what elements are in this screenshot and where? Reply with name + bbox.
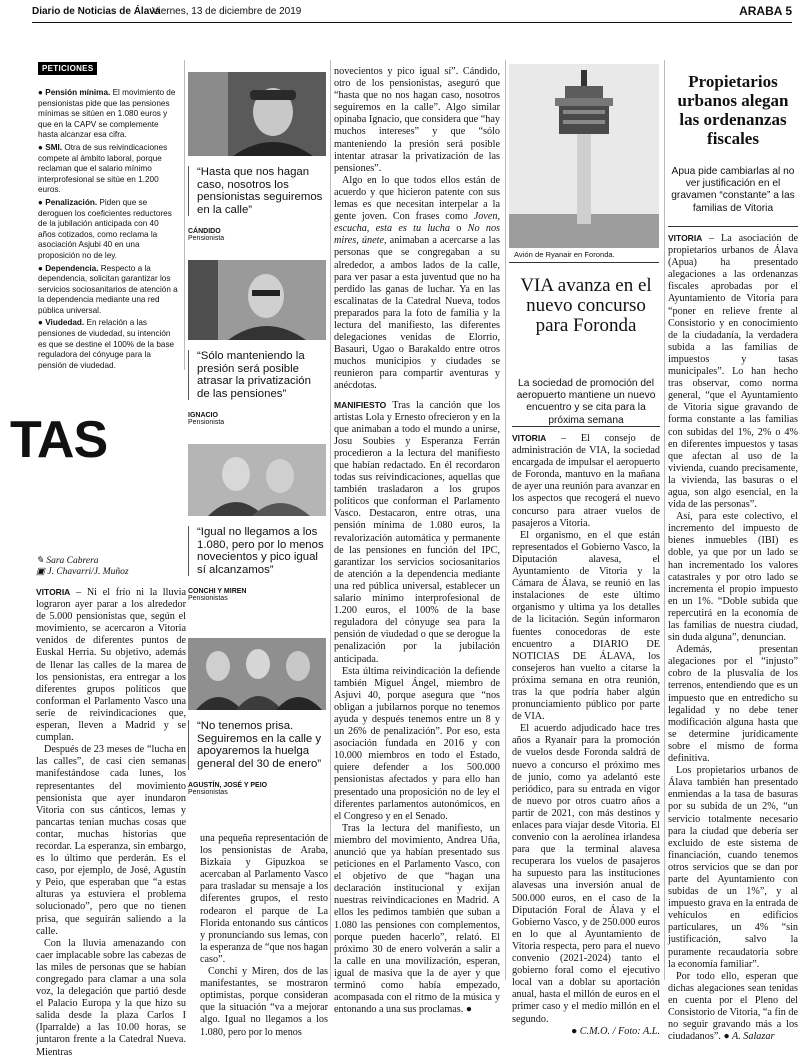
quote-text: “Igual no llegamos a los 1.080, pero por lo menos novecientos y pico igual sí alcanzamos” — [188, 526, 326, 576]
peticion-title: SMI. — [45, 142, 63, 152]
quote-role: Pensionista — [188, 419, 225, 427]
paragraph: El organismo, en el que están representados el Gobierno Vasco, la Diputación alavesa, el Ayuntamiento de Vitoria y la Cámara de Álava, se reunió en las instalaciones de este último organismo y ultima ya los detalles de la licitación. Según informaron fuentes conocedoras de este encuentro a DIARIO DE NOTICIAS DE ÁLAVA, los consejeros han vuelto a citarse la próxima semana en otra reunión, tras la que podría haber algún pronunciamiento público por parte de VIA. — [512, 529, 660, 723]
headline-fragment: TAS — [10, 411, 108, 469]
paragraph-text: Tras la canción que los artistas Lola y Ernesto ofrecieron y en la que animaban a todo el mundo a unirse, Josu Soubies y Esperanza Ferrán procedieron a la lectura del manifiesto que habían redactado. En él recordaron todas sus reivindicaciones, aquellas que también trasladaron a los grupos políticos que conforman el Parlamento Vasco. Destacaron, entre otras, una pensión mínima de 1.080 euros, la revalorización automática y permanente de las pensiones en función del IPC, garantizar los servicios sociosanitarios de atención a la dependencia mediante una red pública universal, establecer un salario mínimo interprofesional de 1.200 euros, el 100% de la base reguladora del cónyuge sea para la pensión de viudedad o que se derogue la penalización por la jubilación anticipada. — [334, 399, 500, 665]
paragraph: novecientos y pico igual sí”. Cándido, otro de los pensionistas, aseguró que “hasta que no nos hagan caso, nosotros seguiremos en la calle”. Algo similar opinaba Ignacio, que considera que “hay muchos intereses” y que “sólo manteniendo la presión será posible intentar atrasar la privatización de las pensiones”. — [334, 66, 500, 174]
signoff: ● A. Salazar — [723, 1031, 775, 1043]
headline-rule — [512, 426, 660, 427]
quote-block — [188, 444, 326, 602]
peticion-title: Penalización. — [45, 197, 98, 207]
issue-date: Viernes, 13 de diciembre de 2019 — [152, 6, 302, 17]
peticion-title: Dependencia. — [45, 263, 99, 273]
column-divider — [664, 60, 665, 980]
portrait-photo — [188, 260, 326, 340]
column-divider — [505, 60, 506, 980]
lead-city: VITORIA — [668, 233, 703, 243]
peticiones-tag: PETICIONES — [38, 62, 97, 75]
lead-city: VITORIA — [36, 587, 71, 597]
peticion-item: ● SMI. Otra de sus reivindicaciones compete al ámbito laboral, porque reclaman que el salario mínimo interprofesional se sitúe en 1.200 euros. — [38, 142, 168, 195]
peticiones-box — [38, 58, 178, 368]
paragraph: Conchi y Miren, dos de las manifestantes, se mostraron optimistas, porque consideran que la situación “va a mejorar algo. Igual no llegamos a los 1.080, pero por lo menos — [200, 966, 328, 1038]
author-name: Sara Cabrera — [46, 556, 99, 566]
paragraph — [668, 971, 798, 1044]
quote-role: Pensionistas — [188, 595, 228, 603]
quote-name: AGUSTÍN, JOSÉ Y PEIO — [188, 782, 268, 790]
peticion-text: Otra de sus reivindicaciones compete al ámbito laboral, porque reclaman que el salario mínimo interprofesional se sitúe en 1.200 euros. — [38, 142, 168, 195]
byline — [36, 556, 129, 578]
article-headline: VIA avanza en el nuevo concurso para Foronda — [520, 275, 652, 336]
section-lead: MANIFIESTO — [334, 399, 387, 410]
slogan: Joven, escucha, esta es tu lucha — [334, 211, 500, 235]
peticion-item: ● Penalización. Piden que se deroguen los coeficientes reductores de la jubilación anticipada con 40 años cotizados, como reclama la asociación Asjubi 40 en una proposición no de ley. — [38, 197, 172, 260]
portrait-photo — [188, 444, 326, 516]
peticion-title: Viudedad. — [45, 318, 85, 328]
quote-block — [188, 638, 326, 796]
lead-city: VITORIA — [512, 433, 547, 443]
photo-caption: Avión de Ryanair en Foronda. — [514, 250, 615, 259]
paragraph-text: Ni el frío ni la lluvia lograron ayer parar a los alrededor de 5.000 pensionistas que, según el movimiento, se acercaron a Vitoria venidos de diferentes puntos de Euskal Herria. Su objetivo, además de llenar las calles de la marea de los pensionistas, era entregar a los diferentes grupos políticos que conforman el Parlamento Vasco una serie de reivindicaciones que, esperan, lleven a Madrid y se cumplan. — [36, 587, 186, 744]
paragraph: VITORIA – El consejo de administración de VIA, la sociedad encargada de impulsar el aeropuerto de Foronda, mantuvo en la mañana de ayer una reunión para avanzar en los aspectos que recogerá el nuevo concurso para atraer vuelos de pasajeros a Vitoria. — [512, 433, 660, 529]
quote-block — [188, 260, 326, 426]
paragraph — [334, 175, 500, 393]
peticion-item: ● Pensión mínima. El movimiento de pensionistas pide que las pensiones mínimas se sitúen en 1.080 euros y que en la CAPV se complemente hasta alcanzar esa cifra. — [38, 88, 176, 140]
page-label: ARABA 5 — [739, 4, 792, 18]
article-column-5 — [668, 232, 798, 1043]
headline-rule — [668, 226, 798, 227]
portrait-photo — [188, 638, 326, 710]
quote-role: Pensionistas — [188, 789, 228, 797]
article-column-1 — [36, 586, 186, 1059]
peticion-text: El movimiento de pensionistas pide que las pensiones mínimas se sitúen en 1.080 euros y que en la CAPV se complemente hasta alcanzar esa cifra. — [38, 88, 176, 140]
column-divider — [184, 60, 185, 370]
paragraph-text: o — [456, 223, 462, 235]
paragraph-text: La asociación de propietarios urbanos de Álava (Apua) ha presentado alegaciones a las ordenanzas fiscales aprobadas por el Ayuntamiento de Vitoria para “poner en relieve frente al Consistorio y en conocimiento de la ciudadanía, la verdadera subida a las familias de impuestos y tasas municipales”. Lo han hecho tras observar, como norma general, “que el Ayuntamiento de Vitoria sigue gravando de forma constante a las familias con subidas del 1%, 2% o 4% en diferentes impuestos y tasas que afectan al uso de la vivienda, cuando precisamente, la vivienda, las basuras o el agua, son algo esencial, en la vida de las personas”. — [668, 233, 798, 511]
camera-icon: ▣ — [36, 567, 45, 577]
paragraph: VITORIA – La asociación de propietarios urbanos de Álava (Apua) ha presentado alegaciones a las ordenanzas fiscales aprobadas por el Ayuntamiento de Vitoria para “poner en relieve frente al Consistorio y en conocimiento de la ciudadanía, la verdadera subida a las familias de impuestos y tasas municipales”. Lo han hecho tras observar, como norma general, “que el Ayuntamiento de Vitoria sigue gravando de forma constante a las familias con subidas del 1%, 2% o 4% en diferentes impuestos y tasas que afectan al uso de la vivienda, cuando precisamente, la vivienda, las basuras o el agua, son algo esencial, en la vida de las personas”. — [668, 233, 798, 511]
paragraph-text: El consejo de administración de VIA, la sociedad encargada de impulsar el aeropuerto de Foronda, mantuvo en la mañana de ayer una reunión para avanzar en los aspectos que recogerá el nuevo concurso para atraer vuelos de pasajeros a Vitoria. — [512, 433, 660, 529]
paragraph-text: Algo en lo que todos ellos están de acuerdo y que hicieron patente con sus lemas es que necesitan interpelar a la gente joven. Con frases como — [334, 174, 500, 223]
quote-name: CONCHI Y MIREN — [188, 588, 247, 596]
paragraph: Así, para este colectivo, el incremento del impuesto de bienes inmuebles (IBI) es doble, ya que por un lado se han incrementado los valores catastrales y por otro lado se incrementa el propio impuesto en un 1%. “Doble subida que repercutirá en la economía de las familias de nuestra ciudad, sin duda alguna”, denuncian. — [668, 511, 798, 644]
quote-text: “No tenemos prisa. Seguiremos en la calle y apoyaremos la huelga general del 30 de enero” — [188, 720, 326, 770]
paragraph: Esta última reivindicación la defiende también Miguel Ángel, miembro de Asjuvi 40, porque asegura que “nos obligan a jubilarnos porque no tenemos ayuda y después tenemos entre un 8 y un 26% de penalización”. Por eso, esta asociación fundada en 2016 y con 10.000 miembros en todo el Estado, quiere defender a los 500.000 pensionistas afectados y para ello han presentado una proposición no de ley el diferentes parlamentos autonómicos, en el Congreso y en el Senado. — [334, 665, 500, 822]
peticion-text: En relación a las pensiones de viudedad, su intención es que se destine el 100% de la base reguladora del cónyuge para la pensión de viudedad. — [38, 318, 175, 370]
quote-text: “Sólo manteniendo la presión será posible atrasar la privatización de las pensiones” — [188, 350, 326, 400]
quote-role: Pensionista — [188, 235, 225, 243]
header-rule — [32, 22, 792, 23]
page-header — [32, 4, 792, 22]
article-column-2-bottom — [200, 833, 328, 1039]
paragraph-text: Por todo ello, esperan que dichas alegaciones sean tenidas en cuenta por el Pleno del Consistorio de Vitoria, “a fin de no seguir gravando más a los ciudadanos”. — [668, 970, 798, 1043]
peticion-text: Respecto a la dependencia, solicitan garantizar los servicios sociosanitarios de atención a la dependencia mediante una red pública universal. — [38, 263, 178, 315]
portrait-photo — [188, 72, 326, 156]
quote-name: IGNACIO — [188, 412, 218, 420]
peticion-item: ● Dependencia. Respecto a la dependencia, solicitan garantizar los servicios sociosanitarios de atención a la dependencia mediante una red pública universal. — [38, 263, 178, 315]
article-headline: Propietarios urbanos alegan las ordenanzas fiscales — [677, 72, 789, 148]
article-column-4 — [512, 432, 660, 1038]
paragraph: Además, presentan alegaciones por el “injusto” cobro de la plusvalía de los terrenos, entendiendo que es un impuesto que en entredicho su legalidad y no debe tener modificación alguna hasta que se determine jurídicamente sobre el mismo de forma definitiva. — [668, 644, 798, 765]
slogan: No nos mires, únete — [334, 223, 501, 247]
article-column-3 — [334, 66, 500, 1016]
publication-name: Diario de Noticias de Álava — [32, 6, 161, 17]
quote-name: CÁNDIDO — [188, 228, 221, 236]
paragraph — [334, 399, 500, 666]
paragraph: Los propietarios urbanos de Álava también han presentado enmiendas a la tasa de basuras por su subida de un 2%, “un servicio totalmente necesario para la ciudad que debería ser excluido de este sistema de financiación, cuando tenemos otros servicios que se dan por parte del Ayuntamiento con subidas de un 1%”, y al impuesto grava en la entrada de vehículos en edificios particulares, un 4% “sin justificación, salvo la puramente recaudatoria sobre la economía familiar”. — [668, 765, 798, 970]
quote-block — [188, 72, 326, 242]
paragraph-text: , animaban a acercarse a las personas que se congregaban a su alrededor, a ambos lados de la calle, para ver pasar a esta juventud que no ha perdido las ganas de luchar. Ya en las escalinatas de la Catedral Nueva, todos preparados para la foto de familia y la lectura del manifiesto, las diferentes delegaciones venidas de Elorrio, Basauri, Ugao o Barakaldo entre otros muchos municipios y ciudades se reunieron para compartir aventuras y anécdotas. — [334, 235, 500, 392]
paragraph: VITORIA – Ni el frío ni la lluvia lograron ayer parar a los alrededor de 5.000 pensionistas que, según el movimiento, se acercaron a Vitoria venidos de diferentes puntos de Euskal Herria. Su objetivo, además de llenar las calles de la marea de los pensionistas, era entregar a los diferentes grupos políticos que conforman el Parlamento Vasco una serie de reivindicaciones que, esperan, lleven a Madrid y se cumplan. — [36, 587, 186, 744]
paragraph: Tras la lectura del manifiesto, un miembro del movimiento, Andrea Uña, anunció que ya habían presentado sus peticiones en el Parlamento Vasco, con el objetivo de que “hagan una declaración institucional y exijan nuestras reivindicaciones en Madrid. A ellos les pedimos también que suban a 1.080 las pensiones con complementos, porque pueden hacerlo”, relató. El próximo 30 de enero volverán a salir a la calle en una movilización, esperan, igual de masiva que la de ayer y que terminó como había empezado, acompasada con el ritmo de la música y entonando a una sus proclamas. ● — [334, 822, 500, 1016]
paragraph: El acuerdo adjudicado hace tres años a Ryanair para la promoción de vuelos desde Foronda saldrá de nuevo a concurso el próximo mes de junio, como ya adelantó este periódico, para su entrada en vigor de nuevo por otros cuatro años a partir de 2021, con más destinos y enlaces para viajar desde Vitoria. El convenio con la aerolínea irlandesa para que la terminal alavesa recuperara los vuelos de pasajeros ha supuesto para las instituciones alavesas una inversión anual de 500.000 euros, en el caso de la Diputación Foral de Álava y el Gobierno Vasco, y de 250.000 euros en lo que al Ayuntamiento de Vitoria respecta, pero para el nuevo convenio (2021-2024) tanto el gobierno foral como el ejecutivo local van a doblar su aportación anual, hasta el millón de euros en el primer caso y el medio millón en el segundo. — [512, 723, 660, 1025]
paragraph: Con la lluvia amenazando con caer implacable sobre las cabezas de las miles de personas que se habían congregado para clamar a una sola voz, la delegación que partió desde el Palacio Europa y la que hizo su salida desde la plaza Carlos I (Iparralde) a las 10.00 horas, se juntaron frente a la Catedral Nueva. Mientras — [36, 937, 186, 1058]
signoff: ● C.M.O. / Foto: A.L. — [571, 1025, 660, 1037]
article-subheadline: La sociedad de promoción del aeropuerto mantiene un nuevo encuentro y se cita para la próxima semana — [516, 378, 656, 426]
control-tower-photo — [509, 64, 659, 248]
article-subheadline: Apua pide cambiarlas al no ver justificación en el gravamen “constante” a las familias de Vitoria — [671, 166, 795, 214]
peticion-text: Piden que se deroguen los coeficientes reductores de la jubilación anticipada con 40 años cotizados, como reclama la asociación Asjubi 40 en una proposición no de ley. — [38, 197, 172, 260]
column-divider — [330, 60, 331, 980]
peticiones-list — [38, 88, 178, 371]
author-line: ✎ Sara Cabrera — [36, 556, 99, 566]
photo-line — [36, 567, 129, 578]
quote-text: “Hasta que nos hagan caso, nosotros los pensionistas seguiremos en la calle” — [188, 166, 326, 216]
photo-credit: J. Chavarri/J. Muñoz — [47, 567, 129, 577]
paragraph: Después de 23 meses de “lucha en las calles”, de casi cien semanas manifestándose cada lunes, los representantes del movimiento pensionista que ayer inundaron Vitoria con sus cánticos, lemas y pancartas tenían muchas cosas que contar, muchas historias que recordar. La esperanza, sin embargo, es lo último que perderán. Es el caso, por ejemplo, de José, Agustín y Peio, que esperaban que “a estas alturas ya estuviera el problema solucionado”, pero que no tienen prisa, que seguirán saliendo a la calle. — [36, 744, 186, 937]
peticion-title: Pensión mínima. — [45, 88, 111, 97]
peticion-item: ● Viudedad. En relación a las pensiones de viudedad, su intención es que se destine el 100% de la base reguladora del cónyuge para la pensión de viudedad. — [38, 318, 175, 370]
paragraph: una pequeña representación de los pensionistas de Araba, Bizkaia y Gipuzkoa se acercaban al Parlamento Vasco para trasladar su mensaje a los diferentes grupos, el resto rodearon el parque de La Florida entonando sus cánticos y pronunciando sus lemas, con la esperanza de “que nos hagan caso”. — [200, 833, 328, 965]
caption-rule — [509, 262, 659, 263]
